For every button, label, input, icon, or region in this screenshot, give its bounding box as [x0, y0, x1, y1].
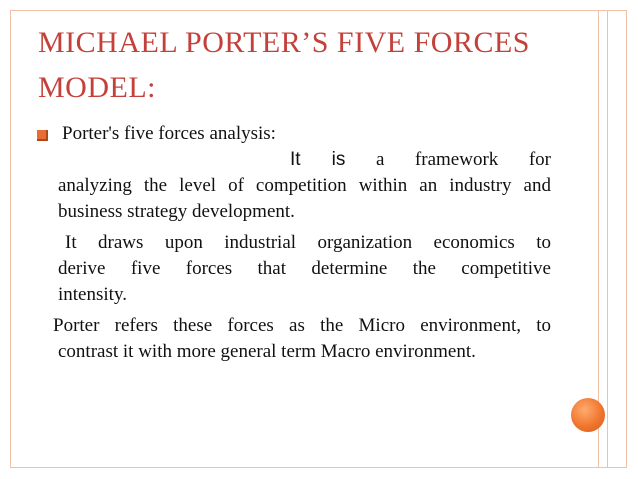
title-line-2: MODEL:: [38, 71, 156, 104]
paragraph-1-line-2: analyzing the level of competition within an industry and: [58, 175, 551, 196]
paragraph-3-line-1: Porter refers these forces as the Micro environment, to: [53, 315, 551, 336]
p1-lead-sans: It is: [290, 149, 346, 170]
paragraph-2-line-2: derive five forces that determine the competitive: [58, 258, 551, 279]
square-bullet-icon: [37, 130, 48, 141]
slide-title: [38, 20, 598, 110]
bullet-heading: Porter's five forces analysis:: [62, 123, 276, 144]
paragraph-2-line-3: intensity.: [58, 284, 127, 305]
paragraph-1-line-1: [290, 150, 551, 170]
paragraph-1-line-3: business strategy development.: [58, 201, 295, 222]
frame-rule-left: [598, 10, 599, 468]
paragraph-2-line-1: It draws upon industrial organization economics to: [65, 232, 551, 253]
orange-circle-icon: [571, 398, 605, 432]
frame-rule-right: [607, 10, 608, 468]
p1-lead-rest: a framework for: [375, 149, 551, 170]
paragraph-3-line-2: contrast it with more general term Macro environment.: [58, 341, 476, 362]
title-line-1: MICHAEL PORTER’S FIVE FORCES: [38, 26, 530, 59]
